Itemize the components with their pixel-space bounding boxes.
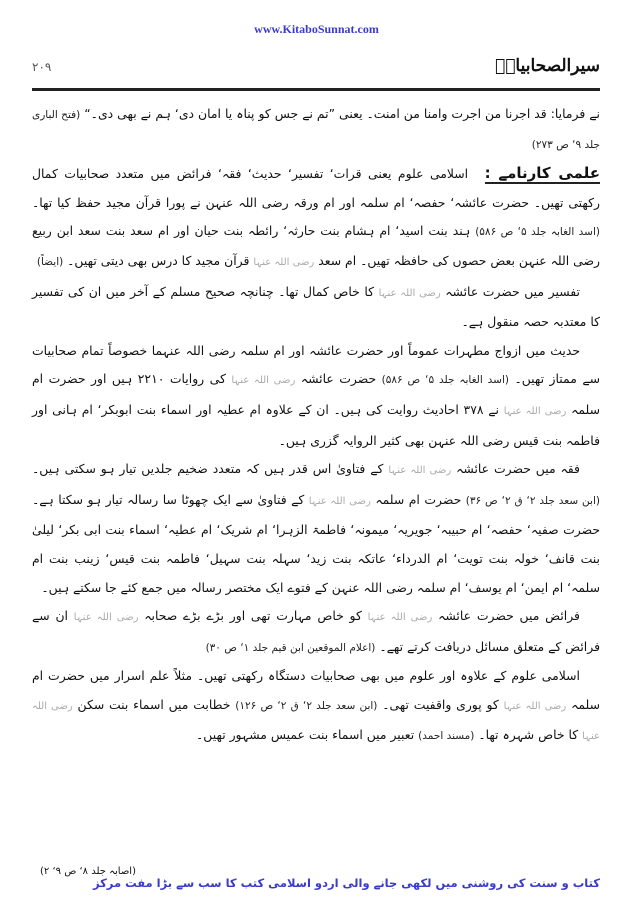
page-header (32, 52, 600, 91)
text: حضرت عائشہ (300, 371, 377, 387)
text: ان سے فرائض کے متعلق مسائل دریافت کرتے تھے۔ (32, 608, 600, 654)
footnote-reference: (اصابہ جلد ۸‘ ص ۹‘ ۲) (40, 866, 136, 877)
text: کا خاص شہرہ تھا۔ (478, 727, 579, 743)
text: قرآن مجید کا درس بھی دیتی تھیں۔ (67, 252, 250, 268)
reference: (ابن سعد جلد ۲‘ ق ۲‘ ص ۱۲۶) (235, 699, 378, 712)
honorific-glyph-icon: رضی اللہ عنہا (388, 465, 452, 477)
paragraph (32, 662, 600, 752)
paragraph (32, 602, 600, 662)
paragraph (32, 455, 600, 602)
text: نے فرمایا: قد اجرنا من اجرت وامنا من امنت۔ یعنی ”تم نے جس کو پناہ یا امان دی‘ ہم نے بھی دی۔“ (84, 106, 600, 121)
paragraph (32, 278, 600, 337)
honorific-glyph-icon: رضی اللہ عنہا (32, 700, 600, 743)
text: فقہ میں حضرت عائشہ (456, 461, 580, 477)
text: کے فتاویٰ سے ایک چھوٹا سا رسالہ تیار ہو سکتا ہے۔ حضرت صفیہ‘ حفصہ‘ ام حبیبہ‘ جویریہ‘ میمونہ‘ فاطمۃ الزہرا‘ ام شریک‘ ام عطیہ‘ اسماء بنت ابی بکر‘ لیلیٰ بنت قانف‘ خولہ بنت تویت‘ ام الدرداء‘ عاتکہ بنت زید‘ سہلہ بنت سہیل‘ فاطمہ بنت قیس‘ زینب بنت ام سلمہ‘ ام ایمن‘ ام یوسف‘ ام سلمہ رضی اللہ عنہن کے فتوے ایک مختصر رسالہ میں جمع کئے جا سکتے ہیں۔ (32, 491, 600, 595)
text: ہند بنت اسید‘ ام ہشام بنت حارثہ‘ رائطہ بنت حیان اور ام سعد بنت سعد ابن ربیع رضی اللہ عنہن بعض حصوں کی حافظہ تھیں۔ ام سعد (32, 223, 600, 268)
text: کے فتاویٰ اس قدر ہیں کہ متعدد ضخیم جلدیں تیار ہو سکتی ہیں۔ (32, 461, 384, 477)
page-title: سیرالصحابیاتؓ (495, 56, 600, 76)
text: حدیث میں ازواج مطہرات عموماً اور حضرت عائشہ اور ام سلمہ رضی اللہ عنہما خصوصاً تمام صحابیات سے ممتاز تھیں۔ (32, 342, 600, 387)
honorific-glyph-icon: رضی اللہ عنہا (231, 375, 296, 387)
reference: (ابن سعد جلد ۲‘ ق ۲‘ ص ۳۶) (465, 494, 600, 507)
text: خطابت میں اسماء بنت سکن (77, 696, 231, 712)
reference: (ایضاً) (36, 255, 64, 268)
reference: (اسد الغابہ جلد ۵‘ ص ۵۸۶) (381, 374, 509, 387)
honorific-glyph-icon: رضی اللہ عنہا (73, 612, 139, 624)
honorific-glyph-icon: رضی اللہ عنہا (308, 495, 371, 507)
document-body (32, 100, 600, 752)
text: کی روایات ۲۲۱۰ ہیں اور حضرت ام سلمہ (32, 371, 600, 417)
honorific-glyph-icon: رضی اللہ عنہا (378, 287, 441, 299)
honorific-glyph-icon: رضی اللہ عنہا (503, 405, 567, 417)
honorific-glyph-icon: رضی اللہ عنہا (503, 700, 567, 712)
footer-banner: کتاب و سنت کی روشنی میں لکھی جانے والی اردو اسلامی کتب کا سب سے بڑا مفت مرکز (92, 876, 600, 890)
text: تعبیر میں اسماء بنت عمیس مشہور تھیں۔ (196, 727, 415, 743)
paragraph (32, 159, 600, 277)
honorific-glyph-icon: رضی اللہ عنہا (253, 256, 315, 268)
reference: (اسد الغابہ جلد ۵‘ ص ۵۸۶) (475, 226, 600, 239)
text: اسلامی علوم یعنی قرات‘ تفسیر‘ حدیث‘ فقہ‘ فرائض میں متعدد صحابیات کمال رکھتی تھیں۔ حضرت عائشہ‘ حفصہ‘ ام سلمہ اور ام ورقہ رضی اللہ عنہن نے پورا قرآن مجید حفظ کیا تھا۔ (32, 166, 600, 210)
text: نے ۳۷۸ احادیث روایت کی ہیں۔ ان کے علاوہ ام عطیہ اور اسماء بنت ابوبکر‘ ام ہانی اور فاطمہ بنت قیس رضی اللہ عنہن بھی کثیر الروایہ گزری ہیں۔ (32, 401, 600, 448)
section-heading: علمی کارنامے : (484, 164, 600, 183)
text: کو پوری واقفیت تھی۔ (382, 696, 499, 712)
text: تفسیر میں حضرت عائشہ (445, 283, 580, 299)
text: اسلامی علوم کے علاوہ اور علوم میں بھی صحابیات دستگاہ رکھتی تھیں۔ مثلاً علم اسرار میں حضرت ام سلمہ (32, 668, 600, 712)
site-url-link[interactable]: www.KitaboSunnat.com (254, 22, 379, 36)
reference: (اعلام الموقعین ابن قیم جلد ۱‘ ص ۳۰) (205, 641, 376, 654)
honorific-glyph-icon: رضی اللہ عنہا (367, 612, 433, 624)
text: فرائض میں حضرت عائشہ (438, 608, 580, 624)
page-number: ۲۰۹ (32, 60, 52, 74)
paragraph (32, 100, 600, 159)
text: کا خاص کمال تھا۔ چنانچہ صحیح مسلم کے آخر میں ان کی تفسیر کا معتدبہ حصہ منقول ہے۔ (32, 283, 600, 330)
reference: (مسند احمد) (418, 730, 475, 743)
text: حضرت ام سلمہ (375, 491, 462, 507)
reference: (فتح الباری جلد ۹‘ ص ۲۷۳) (32, 109, 600, 151)
paragraph (32, 337, 600, 455)
text: کو خاص مہارت تھی اور بڑے بڑے صحابہ (144, 608, 362, 624)
